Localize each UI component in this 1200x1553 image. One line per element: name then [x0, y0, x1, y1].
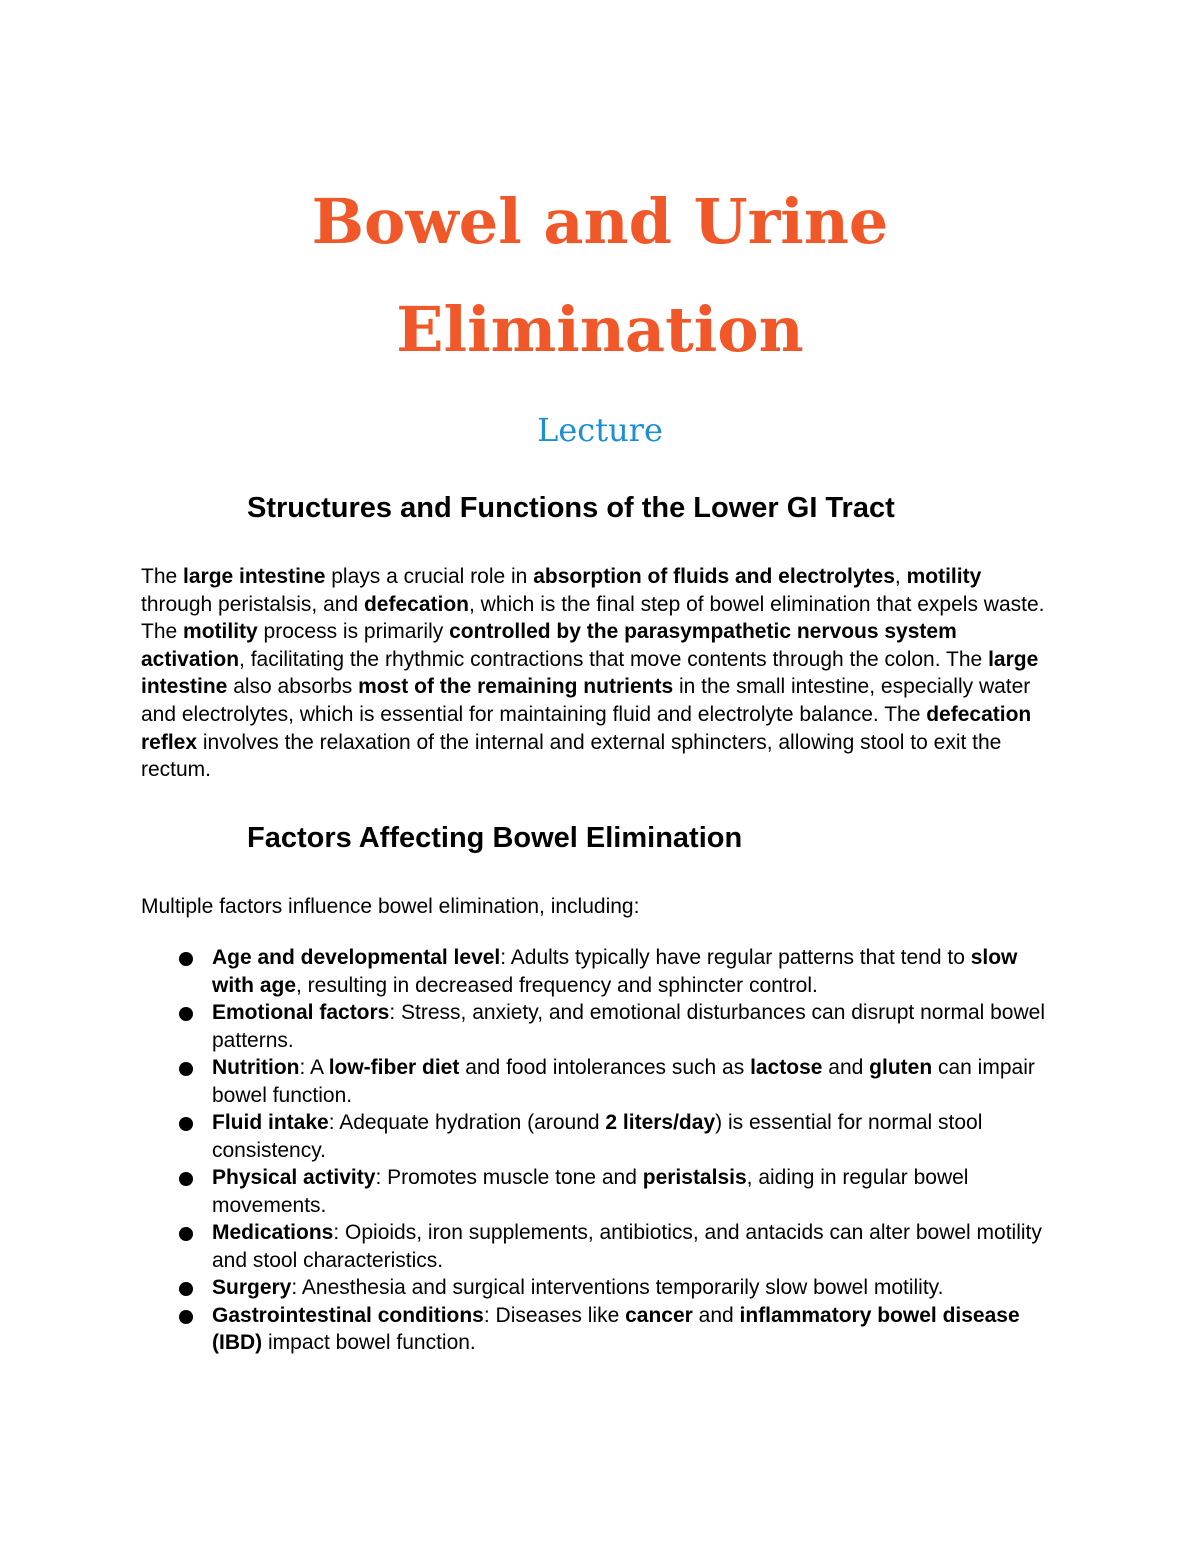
list-item-text: Nutrition: A low-fiber diet and food intolerances such as lactose and gluten can impair bowel function. — [212, 1056, 1035, 1107]
factors-list — [141, 944, 1061, 1357]
list-item — [141, 1109, 1061, 1164]
bullet-icon — [179, 1282, 193, 1296]
list-item — [141, 1054, 1061, 1109]
list-item — [141, 1302, 1061, 1357]
document-title — [0, 168, 1200, 384]
list-item — [141, 1164, 1061, 1219]
bullet-icon — [179, 1310, 193, 1324]
list-item — [141, 1219, 1061, 1274]
section-heading-structures: Structures and Functions of the Lower GI Tract — [247, 492, 895, 524]
title-line-1: Bowel and Urine — [311, 185, 889, 258]
bullet-icon — [179, 1227, 193, 1241]
list-item-text: Fluid intake: Adequate hydration (around 2 liters/day) is essential for normal stool consistency. — [212, 1111, 983, 1162]
list-item-text: Gastrointestinal conditions: Diseases like cancer and inflammatory bowel disease (IBD) impact bowel function. — [212, 1303, 1020, 1354]
bullet-icon — [179, 952, 193, 966]
bullet-icon — [179, 1007, 193, 1021]
factors-intro: Multiple factors influence bowel elimination, including: — [141, 895, 640, 918]
list-item-text: Medications: Opioids, iron supplements, antibiotics, and antacids can alter bowel motility and stool characteristics. — [212, 1221, 1042, 1272]
bullet-icon — [179, 1172, 193, 1186]
title-line-2: Elimination — [396, 293, 804, 366]
bullet-icon — [179, 1062, 193, 1076]
document-subtitle: Lecture — [537, 411, 663, 449]
list-item — [141, 944, 1061, 999]
section-heading-factors: Factors Affecting Bowel Elimination — [247, 822, 743, 854]
structures-paragraph: The large intestine plays a crucial role in absorption of fluids and electrolytes, motility through peristalsis, and defecation, which is the final step of bowel elimination that expels waste. The motility process is primarily controlled by the parasympathetic nervous system activation, facilitating the rhythmic contractions that move contents through the colon. The large intestine also absorbs most of the remaining nutrients in the small intestine, especially water and electrolytes, which is essential for maintaining fluid and electrolyte balance. The defecation reflex involves the relaxation of the internal and external sphincters, allowing stool to exit the rectum. — [141, 565, 1045, 782]
list-item-text: Emotional factors: Stress, anxiety, and emotional disturbances can disrupt normal bowel patterns. — [212, 1001, 1045, 1052]
list-item — [141, 1274, 1061, 1302]
list-item-text: Age and developmental level: Adults typically have regular patterns that tend to slow with age, resulting in decreased frequency and sphincter control. — [212, 946, 1018, 997]
list-item-text: Surgery: Anesthesia and surgical interventions temporarily slow bowel motility. — [212, 1276, 944, 1299]
bullet-icon — [179, 1117, 193, 1131]
list-item — [141, 999, 1061, 1054]
list-item-text: Physical activity: Promotes muscle tone and peristalsis, aiding in regular bowel movements. — [212, 1166, 969, 1217]
